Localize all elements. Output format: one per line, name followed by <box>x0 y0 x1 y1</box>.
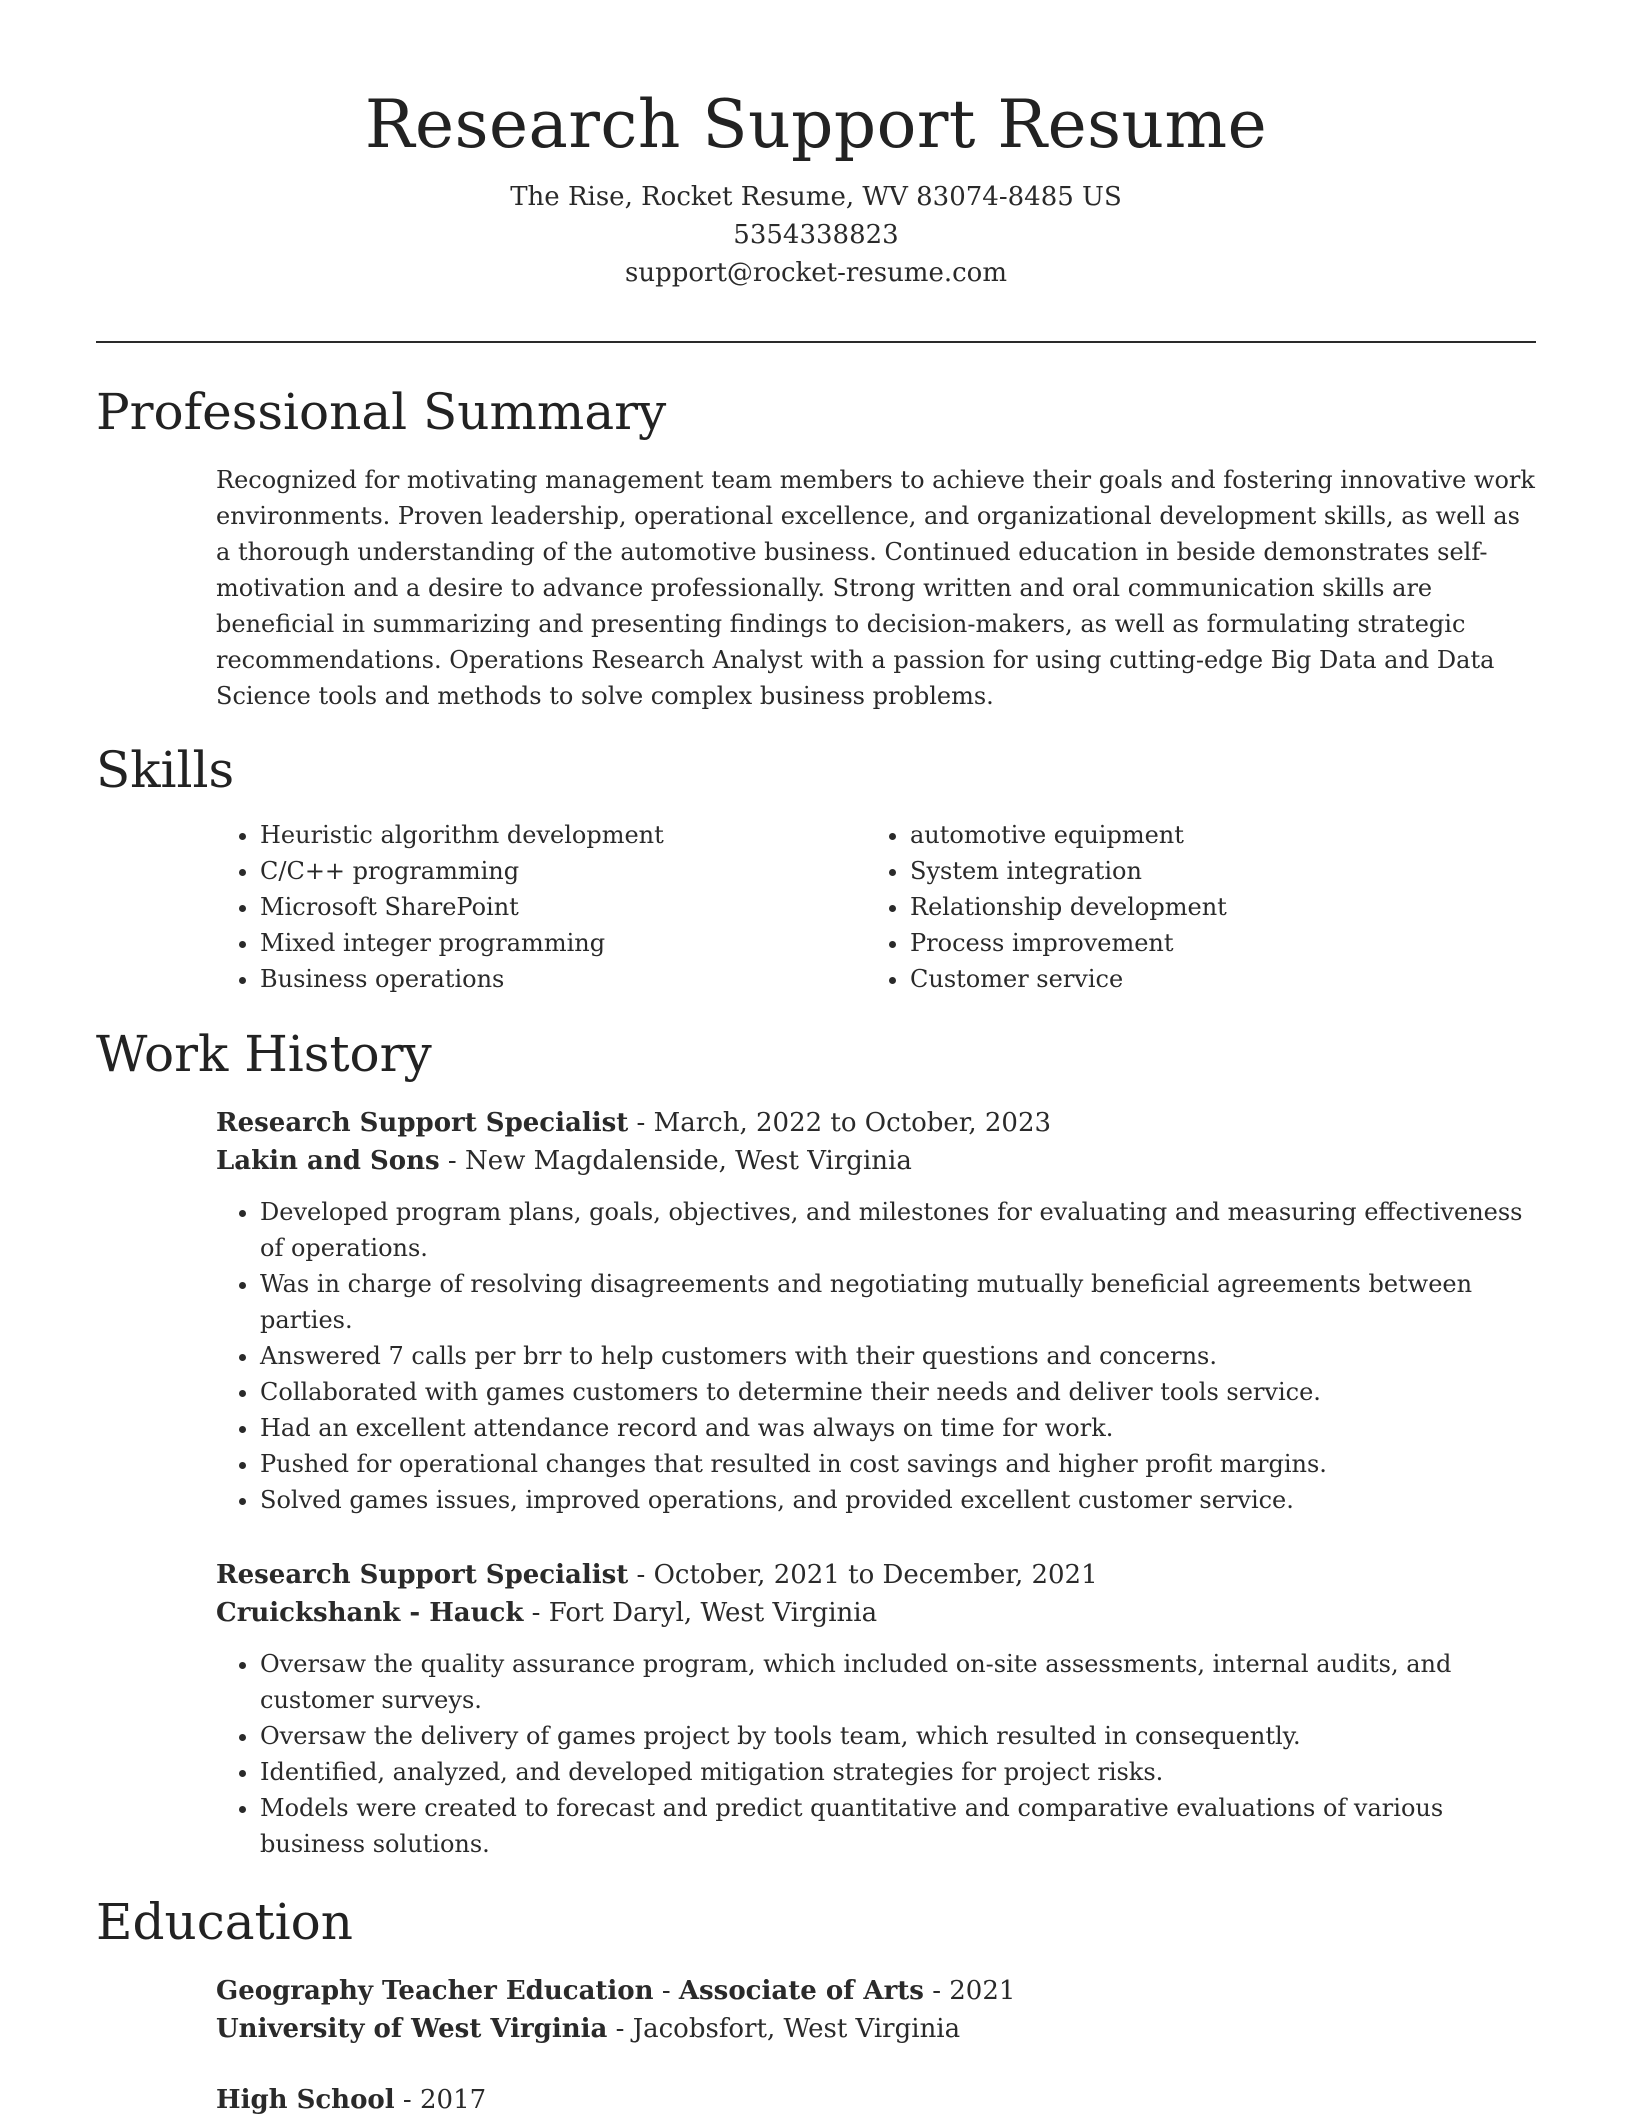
job-bullet: • Identified, analyzed, and developed mitigation strategies for project risks. <box>260 1754 1541 1790</box>
job-dates: March, 2022 to October, 2023 <box>653 1108 1052 1138</box>
job-entry <box>216 1556 1541 1862</box>
education-field: Geography Teacher Education <box>216 1976 654 2006</box>
separator: - <box>615 2014 633 2044</box>
job-bullet: • Had an excellent attendance record and was always on time for work. <box>260 1410 1541 1446</box>
skill-item: • automotive equipment <box>910 817 1516 853</box>
skill-item: • Process improvement <box>910 925 1516 961</box>
section-title-summary: Professional Summary <box>96 383 667 441</box>
separator: - <box>636 1108 654 1138</box>
job-bullet: • Answered 7 calls per brr to help customers with their questions and concerns. <box>260 1338 1541 1374</box>
skill-item: • Mixed integer programming <box>260 925 866 961</box>
education-school: University of West Virginia <box>216 2014 608 2044</box>
header-divider <box>96 341 1536 343</box>
skill-item: • Business operations <box>260 961 866 997</box>
contact-address: The Rise, Rocket Resume, WV 83074-8485 US <box>510 182 1122 212</box>
job-title-line <box>216 1556 1541 1594</box>
job-company-line <box>216 1594 1541 1632</box>
education-year: 2017 <box>419 2085 487 2115</box>
education-location: Jacobsfort, West Virginia <box>632 2014 961 2044</box>
separator: - <box>402 2085 420 2115</box>
job-bullet: • Collaborated with games customers to determine their needs and deliver tools service. <box>260 1374 1541 1410</box>
education-degree-line <box>216 2081 1541 2119</box>
job-location: Fort Daryl, West Virginia <box>548 1598 878 1628</box>
job-bullet: • Oversaw the quality assurance program, which included on-site assessments, internal audits, and customer surveys. <box>260 1646 1541 1718</box>
skill-item: • Heuristic algorithm development <box>260 817 866 853</box>
skills-list <box>216 817 1536 997</box>
job-entry <box>216 1104 1541 1518</box>
section-title-skills: Skills <box>96 741 235 799</box>
skill-item: • Customer service <box>910 961 1516 997</box>
job-bullets <box>216 1194 1541 1518</box>
job-bullet: • Solved games issues, improved operations, and provided excellent customer service. <box>260 1482 1541 1518</box>
separator: - <box>661 1976 679 2006</box>
separator: - <box>447 1146 465 1176</box>
skill-item: • Microsoft SharePoint <box>260 889 866 925</box>
job-title-line <box>216 1104 1541 1142</box>
resume-title: Research Support Resume <box>364 86 1268 163</box>
job-title: Research Support Specialist <box>216 1560 629 1590</box>
education-degree-line <box>216 1972 1541 2010</box>
job-company-line <box>216 1142 1541 1180</box>
summary-block <box>216 462 1541 714</box>
job-bullet: • Developed program plans, goals, objectives, and milestones for evaluating and measuring effectiveness of operations. <box>260 1194 1541 1266</box>
job-dates: October, 2021 to December, 2021 <box>653 1560 1098 1590</box>
skills-column-right <box>866 817 1516 997</box>
section-title-work-history: Work History <box>96 1025 432 1083</box>
education-year: 2021 <box>949 1976 1016 2006</box>
skill-item: • System integration <box>910 853 1516 889</box>
skill-item: • Relationship development <box>910 889 1516 925</box>
job-bullet: • Was in charge of resolving disagreements and negotiating mutually beneficial agreements between parties. <box>260 1266 1541 1338</box>
separator: - <box>636 1560 654 1590</box>
summary-text: Recognized for motivating management team members to achieve their goals and fostering innovative work environments. Proven leadership, operational excellence, and organizational development skills, as well as a thorough understanding of the automotive business. Continued education in beside demonstrates self-motivation and a desire to advance professionally. Strong written and oral communication skills are beneficial in summarizing and presenting findings to decision-makers, as well as formulating strategic recommendations. Operations Research Analyst with a passion for using cutting-edge Big Data and Data Science tools and methods to solve complex business problems. <box>216 466 1535 710</box>
skills-column-left <box>216 817 866 997</box>
contact-info <box>0 178 1632 292</box>
education-entry <box>216 1972 1541 2048</box>
separator: - <box>932 1976 950 2006</box>
job-bullet: • Pushed for operational changes that resulted in cost savings and higher profit margins. <box>260 1446 1541 1482</box>
job-title: Research Support Specialist <box>216 1108 629 1138</box>
skill-item: • C/C++ programming <box>260 853 866 889</box>
contact-email: support@rocket-resume.com <box>624 258 1007 288</box>
education-school-line <box>216 2010 1541 2048</box>
section-title-education: Education <box>96 1893 353 1951</box>
education-field: High School <box>216 2085 395 2115</box>
separator: - <box>531 1598 549 1628</box>
education-degree: Associate of Arts <box>678 1976 924 2006</box>
contact-phone: 5354338823 <box>733 220 899 250</box>
education-entry <box>216 2081 1541 2119</box>
job-location: New Magdalenside, West Virginia <box>464 1146 912 1176</box>
job-bullet: • Models were created to forecast and predict quantitative and comparative evaluations of various business solutions. <box>260 1790 1541 1862</box>
resume-header <box>0 80 1632 292</box>
job-bullets <box>216 1646 1541 1862</box>
job-company: Cruickshank - Hauck <box>216 1598 524 1628</box>
job-bullet: • Oversaw the delivery of games project by tools team, which resulted in consequently. <box>260 1718 1541 1754</box>
job-company: Lakin and Sons <box>216 1146 440 1176</box>
